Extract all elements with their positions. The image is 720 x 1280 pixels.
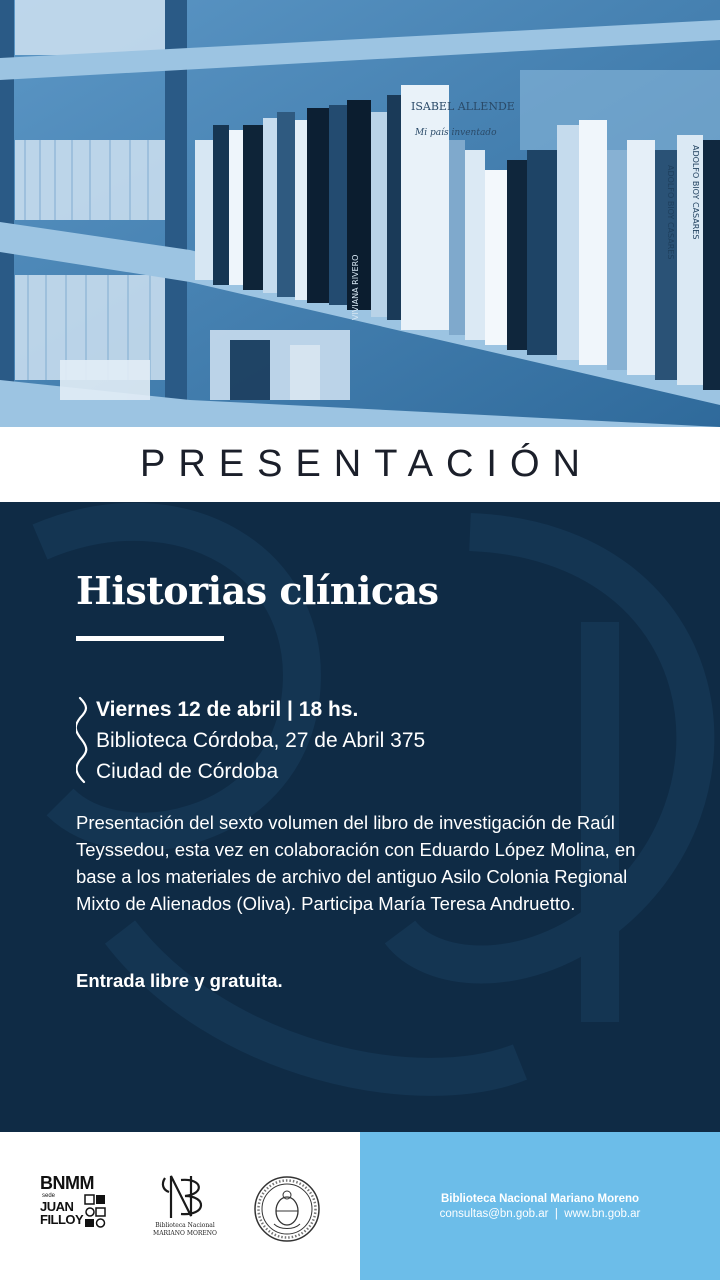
event-title: Historias clínicas (76, 568, 439, 613)
event-description: Presentación del sexto volumen del libro de investigación de Raúl Teyssedou, esta vez en colaboración con Eduardo López Molina, en base a los materiales de archivo del antiguo Asilo Colonia Regional Mixto de Alienados (Oliva). Participa María Teresa Andruetto. (76, 812, 636, 914)
squiggle-decoration-icon (76, 696, 88, 784)
bnmm-logo-line3: JUAN (40, 1199, 74, 1214)
bnmm-juan-filloy-logo (40, 1174, 110, 1244)
spine-bioy-casares-1: ADOLFO BIOY CASARES (666, 165, 675, 260)
hero-bookshelf-photo (0, 0, 720, 427)
entry-notice: Entrada libre y gratuita. (76, 970, 283, 991)
biblioteca-nacional-logo (145, 1170, 225, 1250)
spine-bioy-casares-2: ADOLFO BIOY CASARES (691, 145, 700, 240)
national-seal-icon (252, 1174, 322, 1244)
title-underline (76, 636, 224, 641)
spine-mi-pais-inventado: Mi país inventado (415, 128, 497, 138)
event-panel (0, 502, 720, 1132)
event-city: Ciudad de Córdoba (96, 760, 279, 783)
bnmm-graphic-mark-icon (84, 1194, 106, 1228)
nb-monogram-icon (145, 1170, 225, 1222)
footer (0, 1132, 720, 1280)
organization-name: Biblioteca Nacional Mariano Moreno (440, 1192, 640, 1205)
event-date-time: Viernes 12 de abril | 18 hs. (96, 698, 359, 721)
nb-caption-line1: Biblioteca Nacional (155, 1222, 215, 1229)
spine-isabel-allende: ISABEL ALLENDE (411, 100, 515, 113)
contact-info: consultas@bn.gob.ar | www.bn.gob.ar (439, 1207, 641, 1220)
category-band (0, 427, 720, 502)
nb-caption-line2: MARIANO MORENO (153, 1230, 217, 1237)
bookshelf-illustration (0, 0, 720, 427)
category-title: PRESENTACIÓN (139, 443, 593, 485)
footer-logos (0, 1132, 360, 1280)
bnmm-logo-line4: FILLOY (40, 1212, 84, 1227)
footer-contact-panel (360, 1132, 720, 1280)
bnmm-logo-line1: BNMM (40, 1173, 94, 1193)
event-venue: Biblioteca Córdoba, 27 de Abril 375 (96, 729, 426, 752)
bnmm-logo-line2: sede (42, 1193, 56, 1199)
spine-viviana-rivero: VIVIANA RIVERO (351, 254, 360, 320)
